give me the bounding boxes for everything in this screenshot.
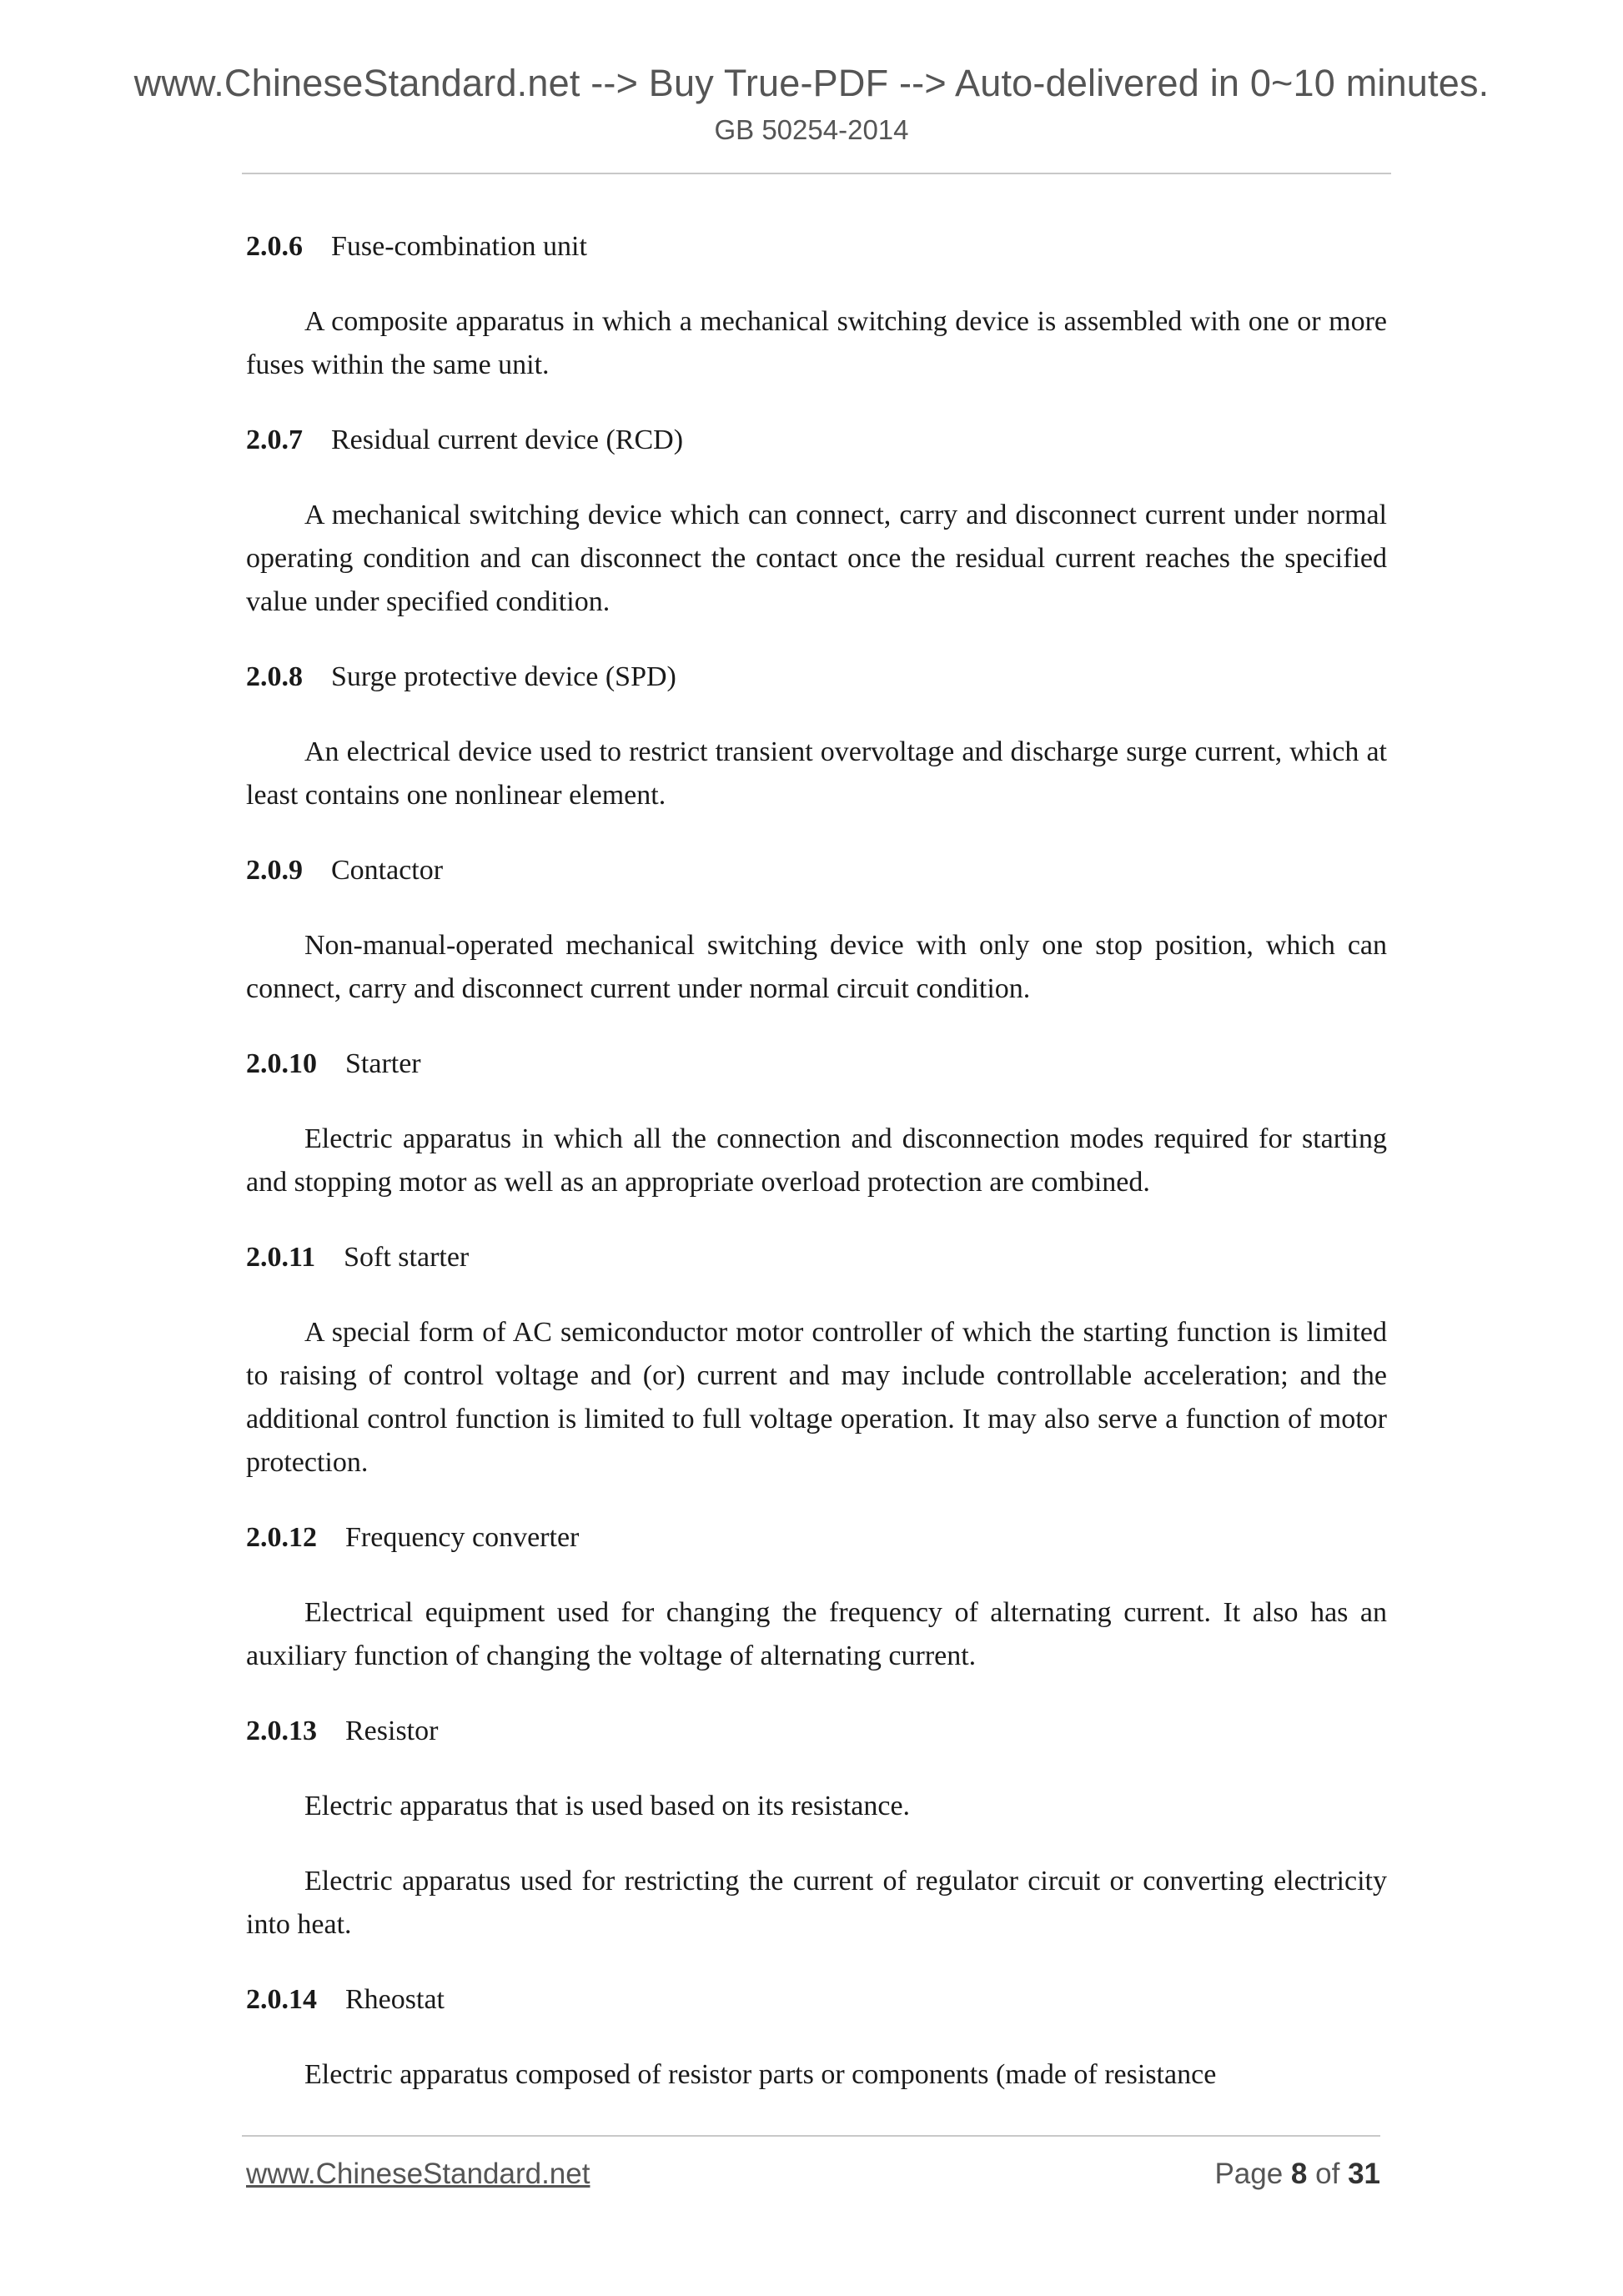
section-heading [246, 1978, 1387, 2022]
section-heading [246, 419, 1387, 462]
section-paragraph: Electrical equipment used for changing the frequency of alternating current. It also has an auxiliary function of changing the voltage of alternating current. [246, 1597, 1387, 1671]
section-number: 2.0.7 [246, 425, 303, 455]
section-number: 2.0.14 [246, 1984, 317, 2015]
section-title: Frequency converter [345, 1522, 580, 1553]
section-heading [246, 1710, 1387, 1753]
section-title: Surge protective device (SPD) [331, 661, 676, 692]
section-number: 2.0.8 [246, 661, 303, 692]
section-title: Fuse-combination unit [331, 231, 587, 262]
section-number: 2.0.13 [246, 1716, 317, 1746]
section-paragraph: Electric apparatus that is used based on its resistance. [304, 1791, 911, 1821]
page-indicator [1214, 2154, 1380, 2194]
section-paragraph: Electric apparatus composed of resistor parts or components (made of resistance [304, 2059, 1217, 2090]
section-title: Soft starter [344, 1242, 470, 1273]
footer-divider [242, 2135, 1380, 2137]
section-number: 2.0.12 [246, 1522, 317, 1553]
section-heading [246, 225, 1387, 269]
page-of-word: of [1315, 2158, 1340, 2190]
total-page-count: 31 [1348, 2158, 1380, 2190]
standard-code: GB 50254-2014 [714, 114, 909, 145]
section-title: Resistor [345, 1716, 439, 1746]
page-header [0, 60, 1623, 148]
section-heading [246, 1042, 1387, 1086]
section-paragraph: A mechanical switching device which can connect, carry and disconnect current under normal operating condition and can disconnect the contact once the residual current reaches the specified value under specified condition. [246, 500, 1387, 617]
section-paragraph: Electric apparatus in which all the connection and disconnection modes required for starting and stopping motor as well as an appropriate overload protection are combined. [246, 1123, 1387, 1198]
section-number: 2.0.6 [246, 231, 303, 262]
section-paragraph: A special form of AC semiconductor motor controller of which the starting function is limited to raising of control voltage and (or) current and may include controllable acceleration; and the additional control function is limited to full voltage operation. It may also serve a function of motor protection. [246, 1317, 1387, 1478]
section-heading [246, 1516, 1387, 1560]
section-title: Rheostat [345, 1984, 445, 2015]
section-number: 2.0.9 [246, 855, 303, 886]
section-heading [246, 1236, 1387, 1279]
header-divider [242, 173, 1391, 174]
current-page-number: 8 [1290, 2158, 1308, 2190]
header-banner-text: www.ChineseStandard.net --> Buy True-PDF --> Auto-delivered in 0~10 minutes. [133, 62, 1490, 104]
page-word: Page [1214, 2158, 1284, 2190]
section-paragraph: An electrical device used to restrict transient overvoltage and discharge surge current, which at least contains one nonlinear element. [246, 736, 1387, 811]
section-paragraph: Non-manual-operated mechanical switching device with only one stop position, which can connect, carry and disconnect current under normal circuit condition. [246, 930, 1387, 1004]
footer-site-link[interactable]: www.ChineseStandard.net [246, 2158, 590, 2190]
page-footer [246, 2154, 1380, 2194]
section-title: Residual current device (RCD) [331, 425, 684, 455]
section-number: 2.0.11 [246, 1242, 316, 1273]
section-heading [246, 656, 1387, 699]
section-paragraph: A composite apparatus in which a mechanical switching device is assembled with one or more fuses within the same unit. [246, 306, 1387, 380]
section-title: Contactor [331, 855, 444, 886]
section-heading [246, 849, 1387, 892]
section-paragraph: Electric apparatus used for restricting the current of regulator circuit or converting electricity into heat. [246, 1866, 1387, 1940]
document-body [246, 225, 1387, 2128]
section-title: Starter [345, 1048, 421, 1079]
section-number: 2.0.10 [246, 1048, 317, 1079]
